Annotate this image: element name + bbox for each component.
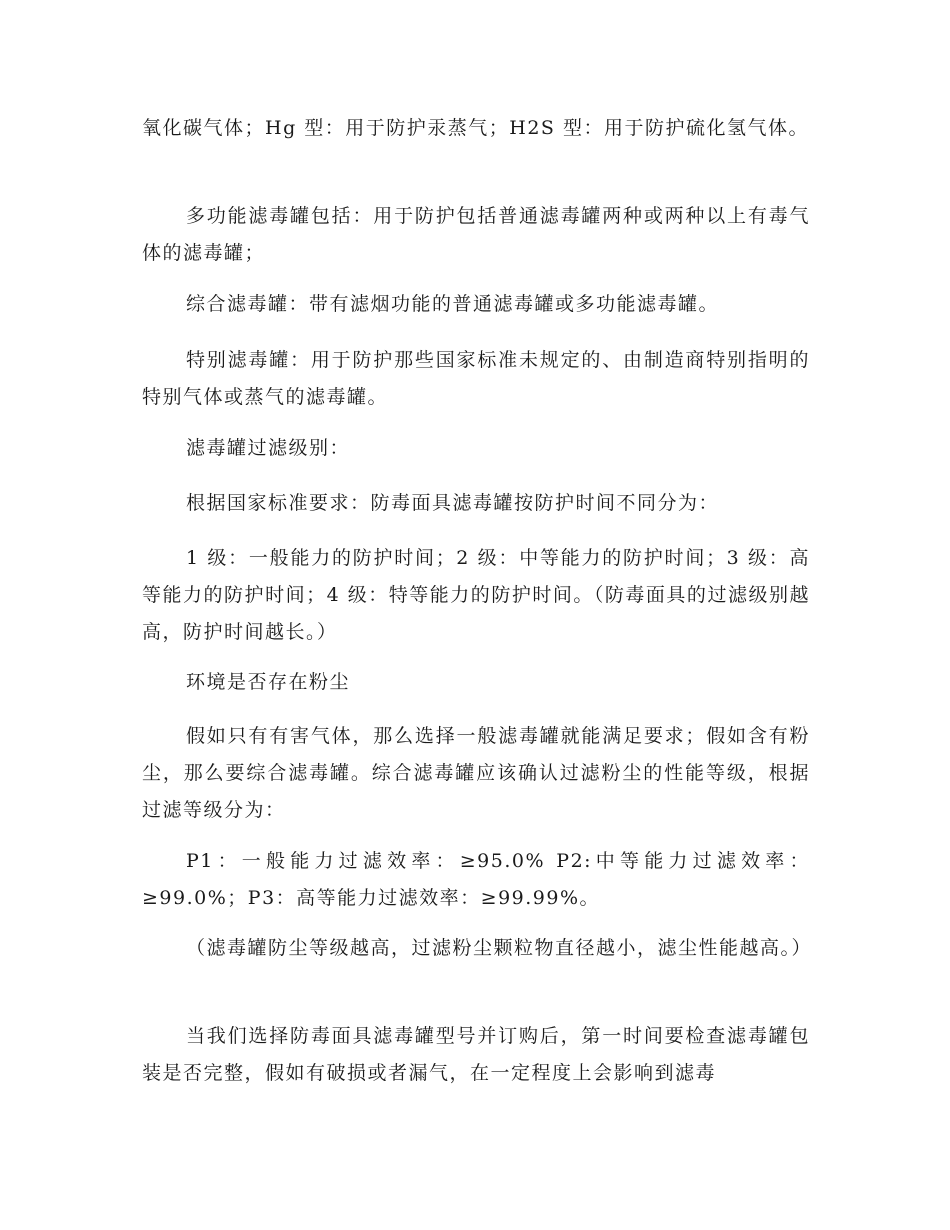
paragraph-dust-heading: 环境是否存在粉尘 bbox=[186, 671, 351, 693]
paragraph-combined-canister: 综合滤毒罐：带有滤烟功能的普通滤毒罐或多功能滤毒罐。 bbox=[186, 293, 720, 315]
paragraph-national-standard: 根据国家标准要求：防毒面具滤毒罐按防护时间不同分为： bbox=[186, 492, 720, 514]
paragraph-dust-note: （滤毒罐防尘等级越高，过滤粉尘颗粒物直径越小，滤尘性能越高。） bbox=[186, 937, 813, 959]
paragraph-continuation: 氧化碳气体；Hg 型：用于防护汞蒸气；H2S 型：用于防护硫化氢气体。 bbox=[142, 117, 809, 139]
paragraph-inspection: 当我们选择防毒面具滤毒罐型号并订购后，第一时间要检查滤毒罐包装是否完整，假如有破损或者漏气，在一定程度上会影响到滤毒 bbox=[142, 1025, 810, 1084]
paragraph-multifunction-canister: 多功能滤毒罐包括：用于防护包括普通滤毒罐两种或两种以上有毒气体的滤毒罐； bbox=[142, 205, 810, 264]
paragraph-dust-selection: 假如只有有害气体，那么选择一般滤毒罐就能满足要求；假如含有粉尘，那么要综合滤毒罐。综合滤毒罐应该确认过滤粉尘的性能等级，根据过滤等级分为： bbox=[142, 725, 810, 821]
paragraph-special-canister: 特别滤毒罐：用于防护那些国家标准未规定的、由制造商特别指明的特别气体或蒸气的滤毒罐。 bbox=[142, 349, 810, 408]
paragraph-filter-level-heading: 滤毒罐过滤级别： bbox=[186, 437, 351, 459]
paragraph-filter-efficiency: P1：一般能力过滤效率：≥95.0% P2:中等能力过滤效率：≥99.0%；P3：高等能力过滤效率：≥99.99%。 bbox=[142, 850, 810, 909]
paragraph-protection-levels: 1 级：一般能力的防护时间；2 级：中等能力的防护时间；3 级：高等能力的防护时间；4 级：特等能力的防护时间。（防毒面具的过滤级别越高，防护时间越长。） bbox=[142, 547, 810, 643]
